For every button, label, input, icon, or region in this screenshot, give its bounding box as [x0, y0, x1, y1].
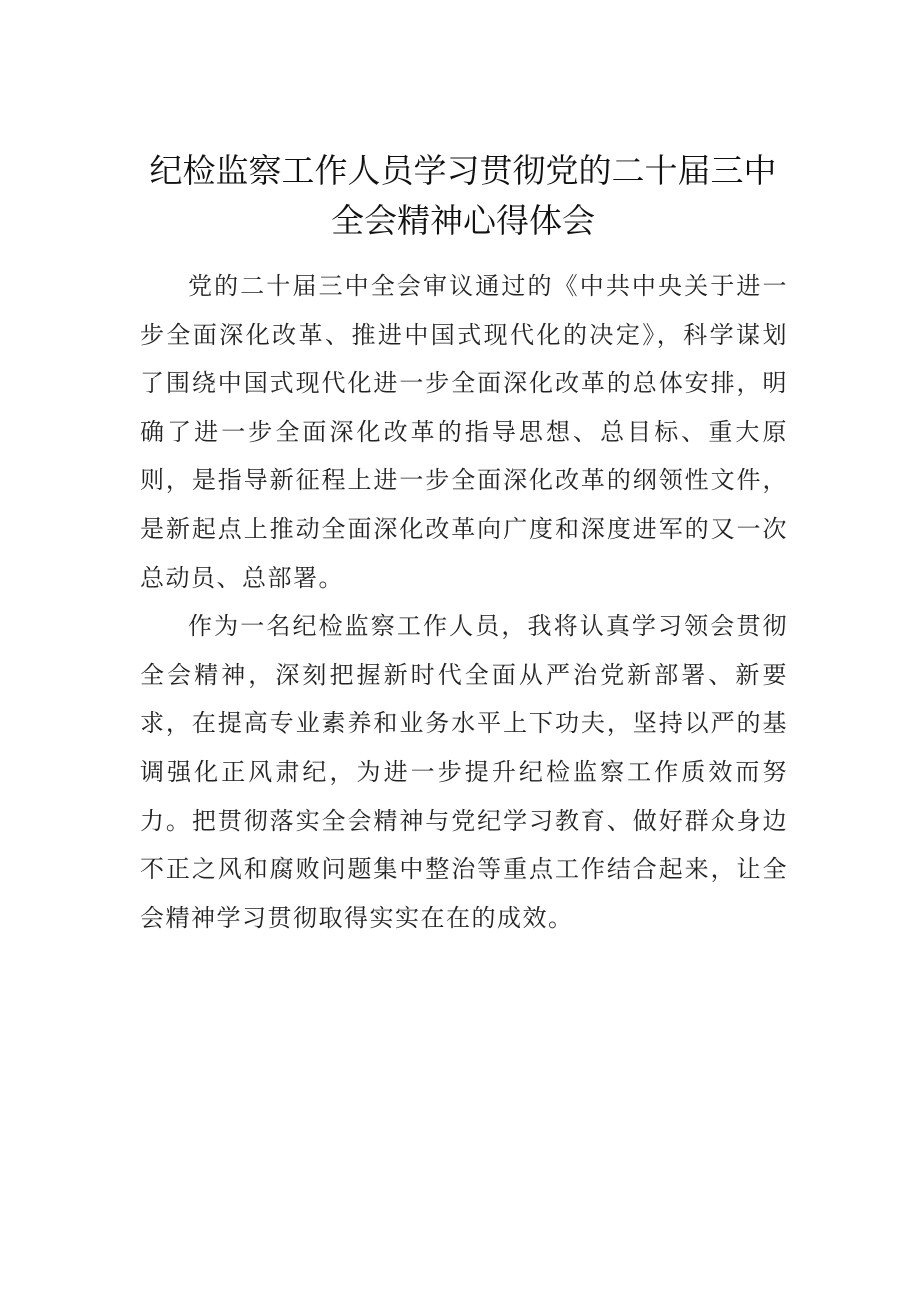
document-body — [140, 262, 788, 942]
paragraph-2: 作为一名纪检监察工作人员，我将认真学习领会贯彻全会精神，深刻把握新时代全面从严治党新部署、新要求，在提高专业素养和业务水平上下功夫，坚持以严的基调强化正风肃纪，为进一步提升纪检监察工作质效而努力。把贯彻落实全会精神与党纪学习教育、做好群众身边不正之风和腐败问题集中整治等重点工作结合起来，让全会精神学习贯彻取得实实在在的成效。 — [140, 612, 788, 932]
paragraph-1: 党的二十届三中全会审议通过的《中共中央关于进一步全面深化改革、推进中国式现代化的决定》，科学谋划了围绕中国式现代化进一步全面深化改革的总体安排，明确了进一步全面深化改革的指导思想、总目标、重大原则，是指导新征程上进一步全面深化改革的纲领性文件，是新起点上推动全面深化改革向广度和深度进军的又一次总动员、总部署。 — [140, 272, 788, 592]
document-title: 纪检监察工作人员学习贯彻党的二十届三中全会精神心得体会 — [149, 151, 777, 240]
